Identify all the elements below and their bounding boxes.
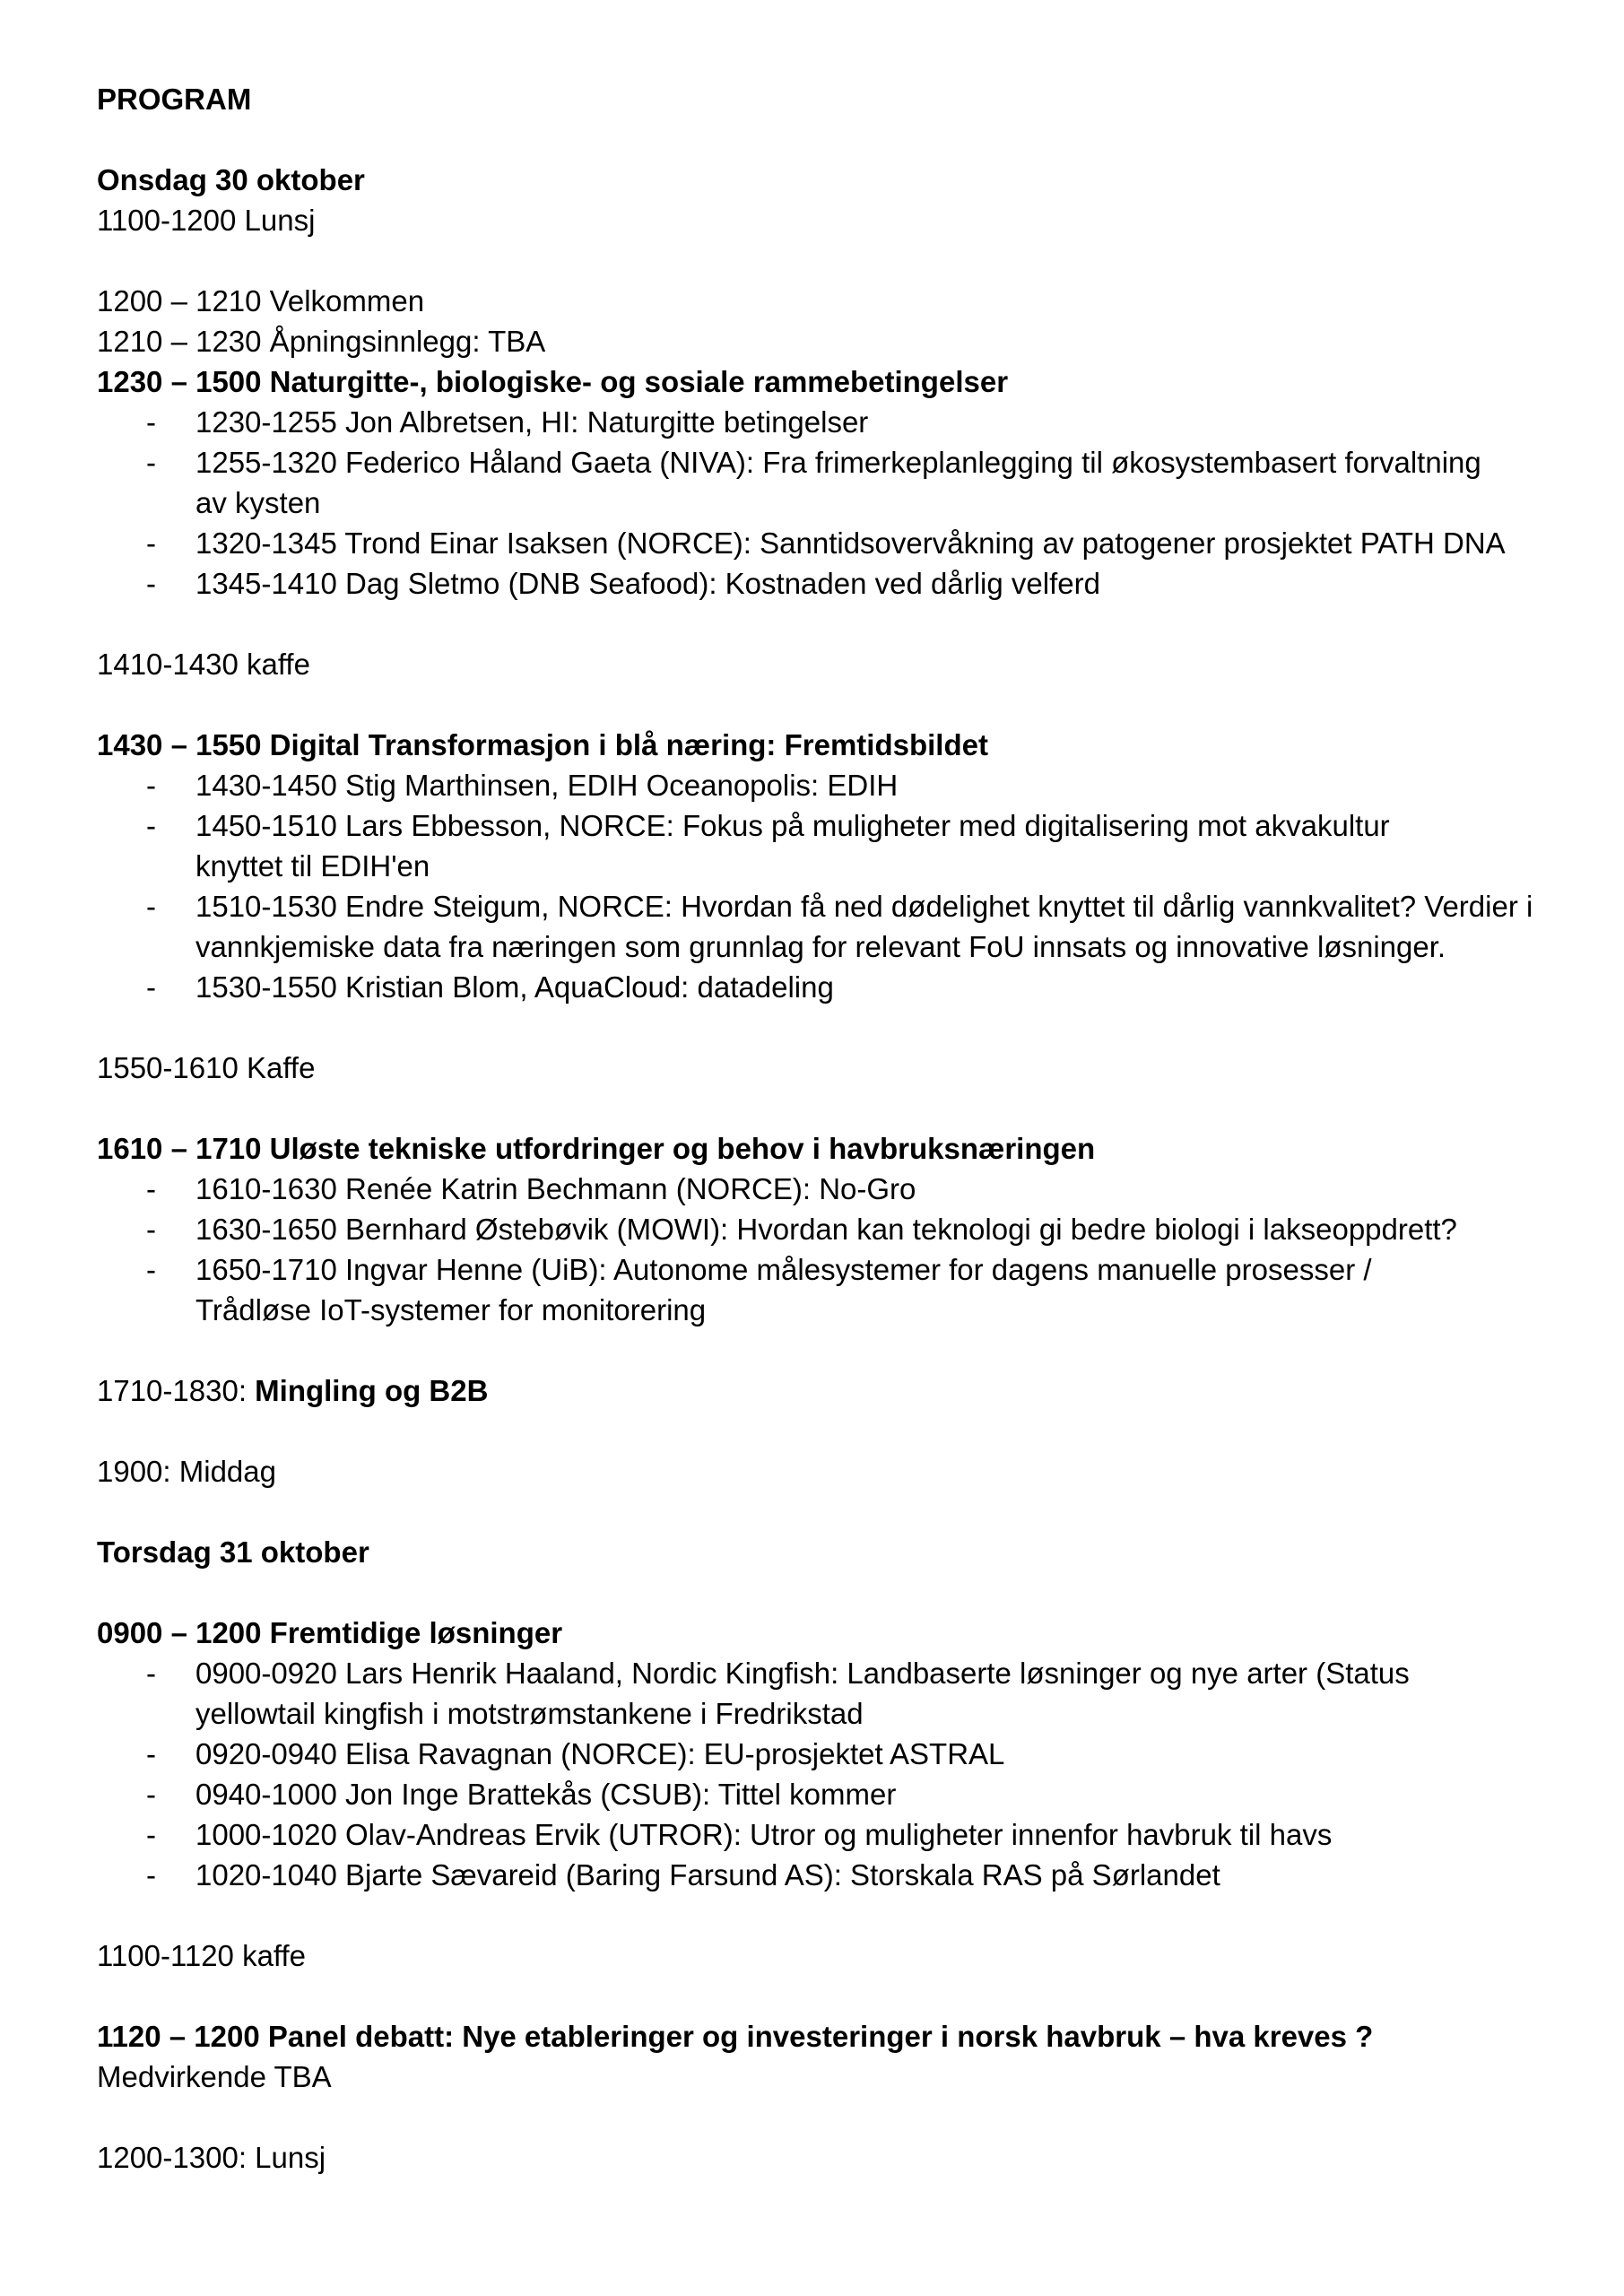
spacer [97,604,1568,644]
bullet-dash: - [146,890,156,923]
bullet-dash: - [146,1213,156,1246]
day2-heading: Torsdag 31 oktober [97,1535,369,1569]
bullet-dash: - [146,1657,156,1690]
day1-mingling [97,1370,1568,1411]
agenda-item-text: 1345-1410 Dag Sletmo (DNB Seafood): Kostnaden ved dårlig velferd [195,567,1100,600]
session-title: 1430 – 1550 Digital Transformasjon i blå næring: Fremtidsbildet [97,728,988,761]
bullet-dash: - [146,405,156,439]
spacer [97,1492,1568,1532]
spacer [97,240,1568,281]
day1-opening: 1210 – 1230 Åpningsinnlegg: TBA [97,325,546,358]
agenda-item [97,886,1568,967]
agenda-item-text-continued: vannkjemiske data fra næringen som grunnlag for relevant FoU innsats og innovative løsninger. [195,930,1446,963]
day2-lunch: 1200-1300: Lunsj [97,2141,326,2174]
day1-dinner: 1900: Middag [97,1455,276,1488]
day1-heading: Onsdag 30 oktober [97,163,365,196]
agenda-item-text: 1630-1650 Bernhard Østebøvik (MOWI): Hvordan kan teknologi gi bedre biologi i lakseoppdrett? [195,1213,1457,1246]
agenda-item-text: 1430-1450 Stig Marthinsen, EDIH Oceanopolis: EDIH [195,769,899,802]
spacer [97,1330,1568,1370]
bullet-dash: - [146,809,156,842]
day1-welcome: 1200 – 1210 Velkommen [97,284,425,317]
agenda-item-text: 0940-1000 Jon Inge Brattekås (CSUB): Tittel kommer [195,1778,897,1811]
session-title: 1230 – 1500 Naturgitte-, biologiske- og sosiale rammebetingelser [97,365,1009,398]
spacer [97,1895,1568,1935]
agenda-item-text: 1650-1710 Ingvar Henne (UiB): Autonome målesystemer for dagens manuelle prosesser / [195,1253,1372,1286]
agenda-item [97,1209,1568,1249]
agenda-item-text: 1000-1020 Olav-Andreas Ervik (UTROR): Utror og muligheter innenfor havbruk til havs [195,1818,1333,1851]
agenda-item-text: 1320-1345 Trond Einar Isaksen (NORCE): Sanntidsovervåkning av patogener prosjektet PATH DNA [195,526,1506,560]
spacer [97,1572,1568,1613]
program-document [97,79,1568,2178]
agenda-item [97,523,1568,563]
spacer [97,1007,1568,1048]
bullet-dash: - [146,1858,156,1892]
agenda-item-text: 0900-0920 Lars Henrik Haaland, Nordic Kingfish: Landbaserte løsninger og nye arter (Status [195,1657,1410,1690]
agenda-item [97,563,1568,604]
agenda-item [97,967,1568,1007]
day1-lunch: 1100-1200 Lunsj [97,204,316,237]
agenda-item-text: 1610-1630 Renée Katrin Bechmann (NORCE): No-Gro [195,1172,916,1205]
agenda-item-text: 0920-0940 Elisa Ravagnan (NORCE): EU-prosjektet ASTRAL [195,1737,1005,1770]
agenda-item-text: 1020-1040 Bjarte Sævareid (Baring Farsund AS): Storskala RAS på Sørlandet [195,1858,1220,1892]
agenda-item-text: 1450-1510 Lars Ebbesson, NORCE: Fokus på muligheter med digitalisering mot akvakultur [195,809,1390,842]
bullet-dash: - [146,1778,156,1811]
bullet-dash: - [146,1737,156,1770]
spacer [97,2097,1568,2137]
panel-title: 1120 – 1200 Panel debatt: Nye etableringer og investeringer i norsk havbruk – hva kreves ? [97,2020,1374,2053]
day1-coffee-break-2: 1550-1610 Kaffe [97,1051,316,1084]
agenda-item-text: 1510-1530 Endre Steigum, NORCE: Hvordan få ned dødelighet knyttet til dårlig vannkvalitet? Verdier i [195,890,1533,923]
agenda-item [97,765,1568,805]
day1-coffee-break: 1410-1430 kaffe [97,648,310,681]
agenda-item [97,805,1568,886]
agenda-item-text: 1230-1255 Jon Albretsen, HI: Naturgitte betingelser [195,405,869,439]
agenda-item [97,1169,1568,1209]
bullet-dash: - [146,970,156,1004]
agenda-item-text-continued: knyttet til EDIH'en [195,849,430,883]
agenda-item-text-continued: Trådløse IoT-systemer for monitorering [195,1293,707,1326]
spacer [97,1088,1568,1128]
spacer [97,1976,1568,2016]
day2-coffee-break: 1100-1120 kaffe [97,1939,307,1972]
bullet-dash: - [146,567,156,600]
spacer [97,119,1568,160]
bullet-dash: - [146,1172,156,1205]
program-title: PROGRAM [97,83,252,116]
session-title: 0900 – 1200 Fremtidige løsninger [97,1616,563,1649]
agenda-item [97,442,1568,523]
agenda-item [97,1249,1568,1330]
bullet-dash: - [146,769,156,802]
agenda-item [97,1734,1568,1774]
agenda-item-text: 1255-1320 Federico Håland Gaeta (NIVA): Fra frimerkeplanlegging til økosystembasert forvaltning [195,446,1481,479]
bullet-dash: - [146,1253,156,1286]
bullet-dash: - [146,1818,156,1851]
agenda-item-text-continued: yellowtail kingfish i motstrømstankene i Fredrikstad [195,1697,864,1730]
agenda-item [97,1814,1568,1855]
spacer [97,684,1568,725]
spacer [97,1411,1568,1451]
agenda-item [97,402,1568,442]
mingling-label: Mingling og B2B [255,1374,489,1407]
mingling-time: 1710-1830: [97,1374,256,1407]
agenda-item [97,1774,1568,1814]
agenda-item-text-continued: av kysten [195,486,321,519]
agenda-item [97,1855,1568,1895]
agenda-item-text: 1530-1550 Kristian Blom, AquaCloud: datadeling [195,970,834,1004]
bullet-dash: - [146,446,156,479]
bullet-dash: - [146,526,156,560]
panel-participants: Medvirkende TBA [97,2060,332,2093]
agenda-item [97,1653,1568,1734]
session-title: 1610 – 1710 Uløste tekniske utfordringer og behov i havbruksnæringen [97,1132,1096,1165]
